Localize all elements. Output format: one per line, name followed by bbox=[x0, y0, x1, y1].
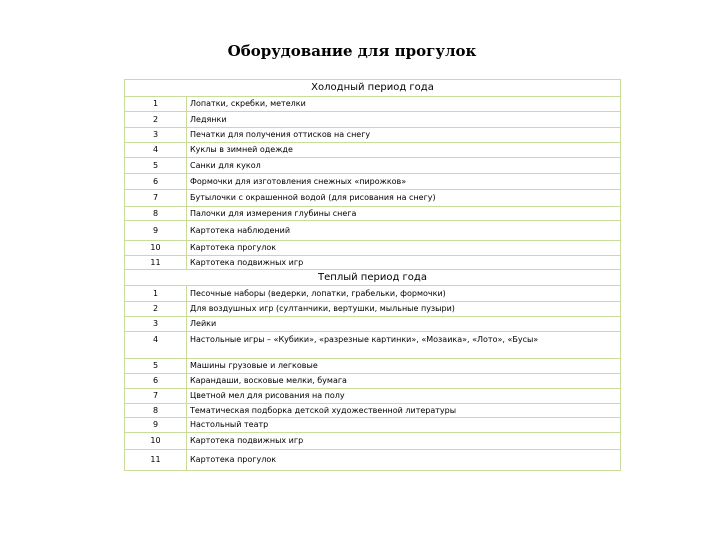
row-number: 1 bbox=[125, 97, 187, 112]
section-heading: Теплый период года bbox=[125, 270, 621, 286]
row-text: Куклы в зимней одежде bbox=[187, 143, 621, 158]
table-row bbox=[125, 128, 621, 143]
row-number: 7 bbox=[125, 190, 187, 207]
row-text: Машины грузовые и легковые bbox=[187, 359, 621, 374]
row-number: 10 bbox=[125, 241, 187, 256]
row-number: 11 bbox=[125, 450, 187, 471]
row-text: Картотека подвижных игр bbox=[187, 433, 621, 450]
table-row bbox=[125, 374, 621, 389]
table-row bbox=[125, 359, 621, 374]
row-text: Печатки для получения оттисков на снегу bbox=[187, 128, 621, 143]
page-title bbox=[0, 42, 720, 60]
row-number: 6 bbox=[125, 374, 187, 389]
row-number: 2 bbox=[125, 112, 187, 128]
row-number: 5 bbox=[125, 158, 187, 174]
table-row bbox=[125, 404, 621, 418]
table-row bbox=[125, 450, 621, 471]
page-title-text: Оборудование для прогулок bbox=[227, 42, 477, 60]
row-text: Палочки для измерения глубины снега bbox=[187, 207, 621, 221]
table-row bbox=[125, 207, 621, 221]
table-row bbox=[125, 174, 621, 190]
table-row bbox=[125, 241, 621, 256]
section-heading: Холодный период года bbox=[125, 80, 621, 97]
row-text: Тематическая подборка детской художественной литературы bbox=[187, 404, 621, 418]
row-number: 7 bbox=[125, 389, 187, 404]
section-header-cold bbox=[125, 80, 621, 97]
row-number: 1 bbox=[125, 286, 187, 302]
row-text: Картотека наблюдений bbox=[187, 221, 621, 241]
row-text: Цветной мел для рисования на полу bbox=[187, 389, 621, 404]
row-text: Бутылочки с окрашенной водой (для рисования на снегу) bbox=[187, 190, 621, 207]
table-row bbox=[125, 256, 621, 270]
row-number: 9 bbox=[125, 221, 187, 241]
row-text: Карандаши, восковые мелки, бумага bbox=[187, 374, 621, 389]
row-number: 8 bbox=[125, 404, 187, 418]
row-text: Ледянки bbox=[187, 112, 621, 128]
row-text: Для воздушных игр (султанчики, вертушки, мыльные пузыри) bbox=[187, 302, 621, 317]
table-row bbox=[125, 221, 621, 241]
table-row bbox=[125, 418, 621, 433]
row-text: Песочные наборы (ведерки, лопатки, грабельки, формочки) bbox=[187, 286, 621, 302]
table-row bbox=[125, 433, 621, 450]
table-row bbox=[125, 286, 621, 302]
row-text: Картотека прогулок bbox=[187, 450, 621, 471]
row-text: Картотека подвижных игр bbox=[187, 256, 621, 270]
row-number: 8 bbox=[125, 207, 187, 221]
row-number: 4 bbox=[125, 332, 187, 359]
row-text: Картотека прогулок bbox=[187, 241, 621, 256]
row-number: 6 bbox=[125, 174, 187, 190]
row-text: Санки для кукол bbox=[187, 158, 621, 174]
table-row bbox=[125, 389, 621, 404]
row-number: 3 bbox=[125, 317, 187, 332]
equipment-table bbox=[124, 79, 621, 471]
table-row bbox=[125, 190, 621, 207]
table-row bbox=[125, 302, 621, 317]
row-text: Лейки bbox=[187, 317, 621, 332]
row-number: 10 bbox=[125, 433, 187, 450]
table-row bbox=[125, 112, 621, 128]
row-text: Лопатки, скребки, метелки bbox=[187, 97, 621, 112]
row-number: 5 bbox=[125, 359, 187, 374]
row-number: 9 bbox=[125, 418, 187, 433]
table-row bbox=[125, 317, 621, 332]
row-text: Настольный театр bbox=[187, 418, 621, 433]
table-row bbox=[125, 158, 621, 174]
row-number: 2 bbox=[125, 302, 187, 317]
table-row bbox=[125, 143, 621, 158]
row-number: 11 bbox=[125, 256, 187, 270]
table-row bbox=[125, 97, 621, 112]
section-header-warm bbox=[125, 270, 621, 286]
row-text: Формочки для изготовления снежных «пирожков» bbox=[187, 174, 621, 190]
row-number: 3 bbox=[125, 128, 187, 143]
row-text: Настольные игры – «Кубики», «разрезные картинки», «Мозаика», «Лото», «Бусы» bbox=[187, 332, 621, 359]
row-number: 4 bbox=[125, 143, 187, 158]
table-row bbox=[125, 332, 621, 359]
